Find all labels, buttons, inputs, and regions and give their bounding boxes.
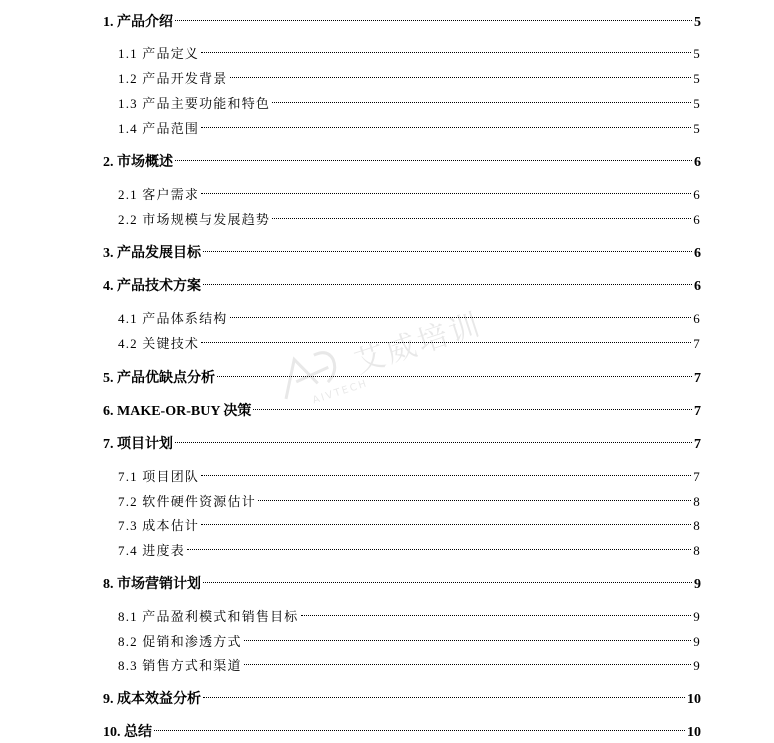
toc-entry-7-2[interactable]	[118, 486, 701, 509]
toc-entry-label: 8.3 销售方式和渠道	[118, 658, 242, 673]
dot-leader	[244, 626, 692, 646]
toc-entry-label: 2.2 市场规模与发展趋势	[118, 212, 271, 227]
toc-entry-5[interactable]	[103, 362, 701, 386]
dot-leader	[201, 113, 691, 133]
toc-entry-page: 6	[694, 155, 701, 170]
toc-entry-7-4[interactable]	[118, 535, 701, 558]
toc-entry-label: 7. 项目计划	[103, 437, 173, 452]
toc-entry-7-1[interactable]	[118, 461, 701, 484]
toc-entry-label: 7.4 进度表	[118, 543, 185, 558]
toc-entry-6[interactable]	[103, 395, 701, 419]
dot-leader	[154, 716, 685, 736]
toc-entry-label: 2. 市场概述	[103, 155, 173, 170]
toc-entry-9[interactable]	[103, 683, 701, 707]
toc-entry-label: 3. 产品发展目标	[103, 246, 201, 261]
toc-entry-4[interactable]	[103, 270, 701, 294]
toc-entry-2-1[interactable]	[118, 179, 701, 202]
toc-entry-label: 8.2 促销和渗透方式	[118, 634, 242, 649]
toc-entry-8-3[interactable]	[118, 650, 701, 673]
dot-leader	[253, 395, 692, 415]
toc-entry-7[interactable]	[103, 428, 701, 452]
toc-entry-page: 9	[694, 577, 701, 592]
toc-entry-label: 7.3 成本估计	[118, 518, 200, 533]
watermark-sub: AIVTECH	[311, 378, 370, 407]
toc-entry-page: 7	[693, 469, 701, 484]
toc-entry-page: 9	[693, 658, 701, 673]
toc-entry-page: 7	[693, 336, 701, 351]
toc-entry-page: 5	[694, 15, 701, 30]
toc-entry-label: 4.1 产品体系结构	[118, 311, 228, 326]
dot-leader	[201, 510, 691, 530]
toc-entry-label: 4. 产品技术方案	[103, 279, 201, 294]
toc-entry-4-2[interactable]	[118, 328, 701, 351]
toc-entry-1[interactable]	[103, 6, 701, 30]
toc-entry-1-3[interactable]	[118, 88, 701, 111]
dot-leader	[272, 88, 691, 108]
dot-leader	[203, 237, 692, 257]
toc-entry-2-2[interactable]	[118, 204, 701, 227]
toc-entry-label: 9. 成本效益分析	[103, 692, 201, 707]
toc-entry-page: 7	[694, 404, 701, 419]
dot-leader	[301, 601, 692, 621]
toc-entry-page: 6	[694, 279, 701, 294]
toc-entry-3[interactable]	[103, 237, 701, 261]
dot-leader	[175, 146, 692, 166]
dot-leader	[230, 303, 692, 323]
watermark-brand: 艾威培训	[350, 306, 487, 381]
toc-entry-page: 7	[694, 437, 701, 452]
toc-entry-7-3[interactable]	[118, 510, 701, 533]
toc-entry-page: 9	[693, 634, 701, 649]
toc-entry-8[interactable]	[103, 568, 701, 592]
toc-entry-8-2[interactable]	[118, 626, 701, 649]
toc-entry-label: 8. 市场营销计划	[103, 577, 201, 592]
toc-entry-page: 5	[693, 46, 701, 61]
dot-leader	[244, 650, 692, 670]
dot-leader	[175, 428, 692, 448]
toc-entry-1-1[interactable]	[118, 38, 701, 61]
toc-entry-page: 9	[693, 609, 701, 624]
toc-entry-label: 1.1 产品定义	[118, 46, 200, 61]
dot-leader	[217, 362, 692, 382]
toc-entry-label: 10. 总结	[103, 725, 152, 740]
dot-leader	[175, 6, 692, 26]
dot-leader	[258, 486, 691, 506]
dot-leader	[201, 461, 691, 481]
toc-entry-page: 6	[694, 246, 701, 261]
toc-entry-1-4[interactable]	[118, 113, 701, 136]
toc-entry-page: 8	[693, 543, 701, 558]
dot-leader	[272, 204, 691, 224]
toc-entry-label: 2.1 客户需求	[118, 187, 200, 202]
toc-entry-label: 5. 产品优缺点分析	[103, 371, 215, 386]
dot-leader	[201, 179, 691, 199]
toc-entry-label: 1.2 产品开发背景	[118, 71, 228, 86]
toc-entry-2[interactable]	[103, 146, 701, 170]
toc-entry-page: 5	[693, 121, 701, 136]
toc-entry-label: 1.4 产品范围	[118, 121, 200, 136]
toc-entry-page: 10	[687, 692, 701, 707]
toc-entry-10[interactable]	[103, 716, 701, 740]
toc-entry-label: 6. MAKE-OR-BUY 决策	[103, 404, 252, 419]
toc-entry-8-1[interactable]	[118, 601, 701, 624]
toc-entry-label: 7.2 软件硬件资源估计	[118, 494, 256, 509]
toc-entry-label: 8.1 产品盈利模式和销售目标	[118, 609, 299, 624]
dot-leader	[203, 270, 692, 290]
toc-entry-label: 1.3 产品主要功能和特色	[118, 96, 271, 111]
toc-entry-page: 6	[693, 311, 701, 326]
toc-entry-page: 6	[693, 187, 701, 202]
dot-leader	[203, 683, 685, 703]
toc-entry-label: 4.2 关键技术	[118, 336, 200, 351]
dot-leader	[201, 328, 691, 348]
toc-entry-page: 8	[693, 518, 701, 533]
dot-leader	[187, 535, 691, 555]
toc-entry-page: 7	[694, 371, 701, 386]
toc-entry-page: 10	[687, 725, 701, 740]
toc-entry-label: 1. 产品介绍	[103, 15, 173, 30]
dot-leader	[203, 568, 692, 588]
toc-entry-page: 6	[693, 212, 701, 227]
dot-leader	[201, 38, 691, 58]
dot-leader	[230, 63, 692, 83]
toc-entry-page: 8	[693, 494, 701, 509]
toc-entry-page: 5	[693, 96, 701, 111]
toc-entry-label: 7.1 项目团队	[118, 469, 200, 484]
toc-entry-1-2[interactable]	[118, 63, 701, 86]
toc-entry-4-1[interactable]	[118, 303, 701, 326]
toc-entry-page: 5	[693, 71, 701, 86]
